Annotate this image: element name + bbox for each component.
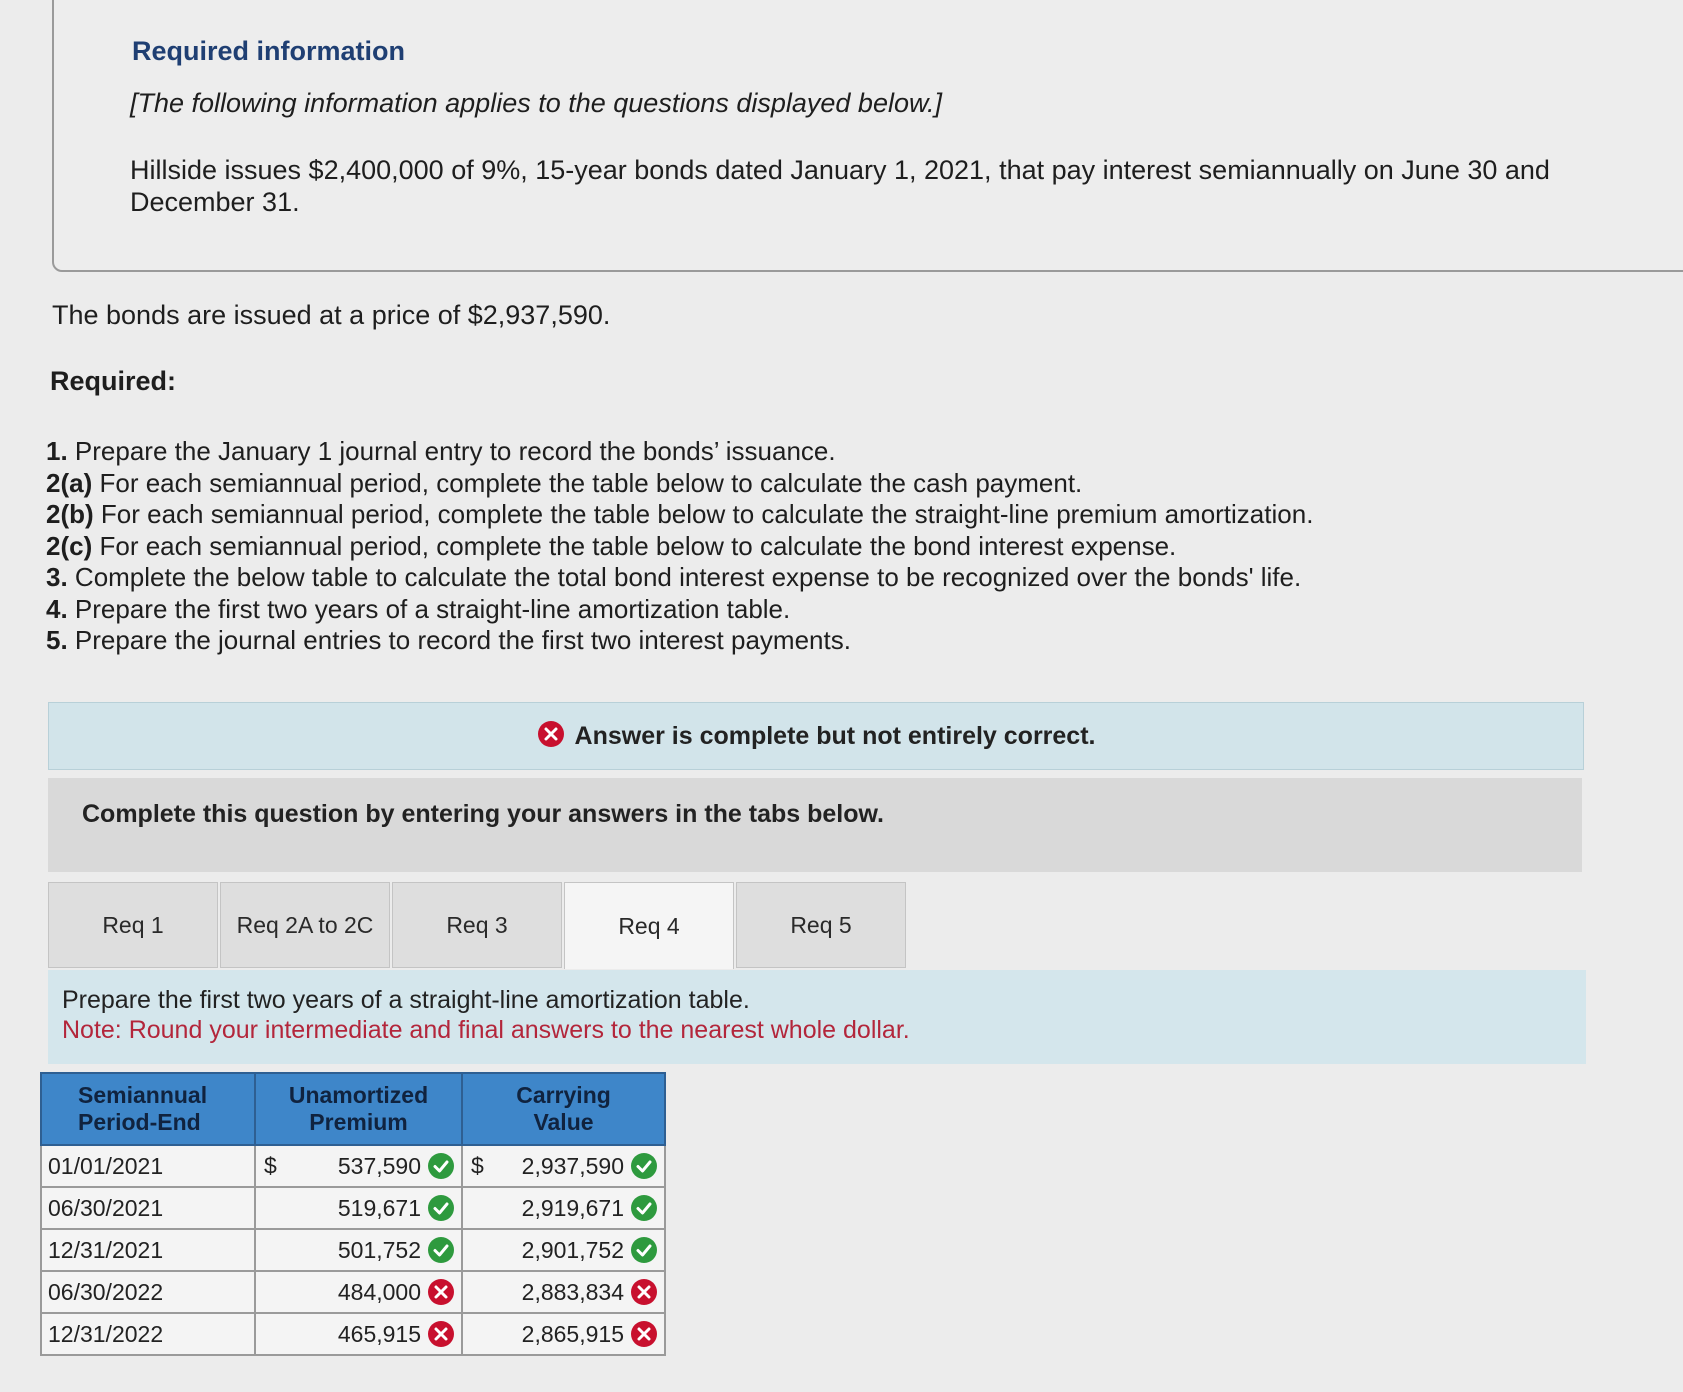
check-circle-icon [427,1194,455,1222]
table-row [41,1271,665,1313]
unamortized-premium-input[interactable]: 484,000 [337,1278,421,1305]
tab-req-1[interactable]: Req 1 [48,882,218,968]
check-circle-icon [630,1152,658,1180]
info-subtitle: [The following information applies to the questions displayed below.] [130,88,942,118]
carrying-value-cell [462,1271,665,1313]
table-row [41,1145,665,1187]
header-period-end: Semiannual Period-End [41,1073,255,1145]
requirement-item: 5. Prepare the journal entries to record the first two interest payments. [46,625,851,655]
table-row [41,1187,665,1229]
answer-status-banner [48,702,1584,770]
carrying-value-cell [462,1145,665,1187]
period-end-cell: 06/30/2022 [41,1271,255,1313]
unamortized-premium-cell [255,1229,462,1271]
carrying-value-input[interactable]: 2,883,834 [521,1278,624,1305]
tab-req-4[interactable]: Req 4 [564,882,734,969]
check-circle-icon [630,1194,658,1222]
tab-req-3[interactable]: Req 3 [392,882,562,968]
info-body: Hillside issues $2,400,000 of 9%, 15-year bonds dated January 1, 2021, that pay interest semiannually on June 30 and December 31. [130,155,1550,217]
unamortized-premium-input[interactable]: 465,915 [337,1320,421,1347]
table-row [41,1229,665,1271]
check-circle-icon [427,1152,455,1180]
requirement-item: 2(c) For each semiannual period, complete the table below to calculate the bond interest expense. [46,530,1177,561]
check-circle-icon [630,1236,658,1264]
carrying-value-input[interactable]: 2,937,590 [521,1152,624,1179]
carrying-value-cell [462,1229,665,1271]
period-end-cell: 12/31/2021 [41,1229,255,1271]
unamortized-premium-input[interactable]: 519,671 [337,1194,421,1221]
rounding-note: Note: Round your intermediate and final answers to the nearest whole dollar. [62,1016,910,1044]
table-row [41,1313,665,1355]
carrying-value-cell [462,1187,665,1229]
instructions-box [48,778,1582,872]
unamortized-premium-input[interactable]: 537,590 [337,1152,421,1179]
requirement-item: 3. Complete the below table to calculate the total bond interest expense to be recognized over the bonds' life. [46,562,1302,592]
x-circle-icon [630,1320,658,1348]
requirement-tabs [48,882,908,968]
requirements-list [46,436,1606,657]
unamortized-premium-input[interactable]: 501,752 [337,1236,421,1263]
dollar-sign: $ [471,1152,484,1179]
answer-status-text: Answer is complete but not entirely correct. [574,721,1096,750]
unamortized-premium-cell [255,1271,462,1313]
x-circle-icon [427,1320,455,1348]
period-end-cell: 12/31/2022 [41,1313,255,1355]
requirement-item: 1. Prepare the January 1 journal entry to record the bonds’ issuance. [46,436,836,466]
bond-price-text: The bonds are issued at a price of $2,937,590. [52,300,611,330]
unamortized-premium-cell [255,1313,462,1355]
carrying-value-input[interactable]: 2,901,752 [521,1236,624,1263]
carrying-value-input[interactable]: 2,865,915 [521,1320,624,1347]
carrying-value-cell [462,1313,665,1355]
unamortized-premium-cell [255,1187,462,1229]
question-prompt-box [48,970,1586,1064]
required-heading: Required: [50,366,177,396]
tab-req-5[interactable]: Req 5 [736,882,906,968]
carrying-value-input[interactable]: 2,919,671 [521,1194,624,1221]
amortization-table [40,1072,666,1356]
period-end-cell: 06/30/2021 [41,1187,255,1229]
prompt-text: Prepare the first two years of a straight-line amortization table. [62,986,750,1014]
tab-req-2a-to-2c[interactable]: Req 2A to 2C [220,882,390,968]
table-header-row [41,1073,665,1145]
instructions-text: Complete this question by entering your answers in the tabs below. [82,800,884,828]
check-circle-icon [427,1236,455,1264]
period-end-cell: 01/01/2021 [41,1145,255,1187]
x-circle-icon [427,1278,455,1306]
unamortized-premium-cell [255,1145,462,1187]
info-title: Required information [132,36,406,66]
requirement-item: 2(a) For each semiannual period, complete the table below to calculate the cash payment. [46,467,1083,498]
requirement-item: 2(b) For each semiannual period, complete the table below to calculate the straight-line premium amortization. [46,499,1314,529]
x-circle-icon [630,1278,658,1306]
x-circle-icon [537,720,565,753]
dollar-sign: $ [264,1152,277,1179]
requirement-item: 4. Prepare the first two years of a straight-line amortization table. [46,593,791,624]
header-unamortized-premium: Unamortized Premium [255,1073,462,1145]
header-carrying-value: Carrying Value [462,1073,665,1145]
